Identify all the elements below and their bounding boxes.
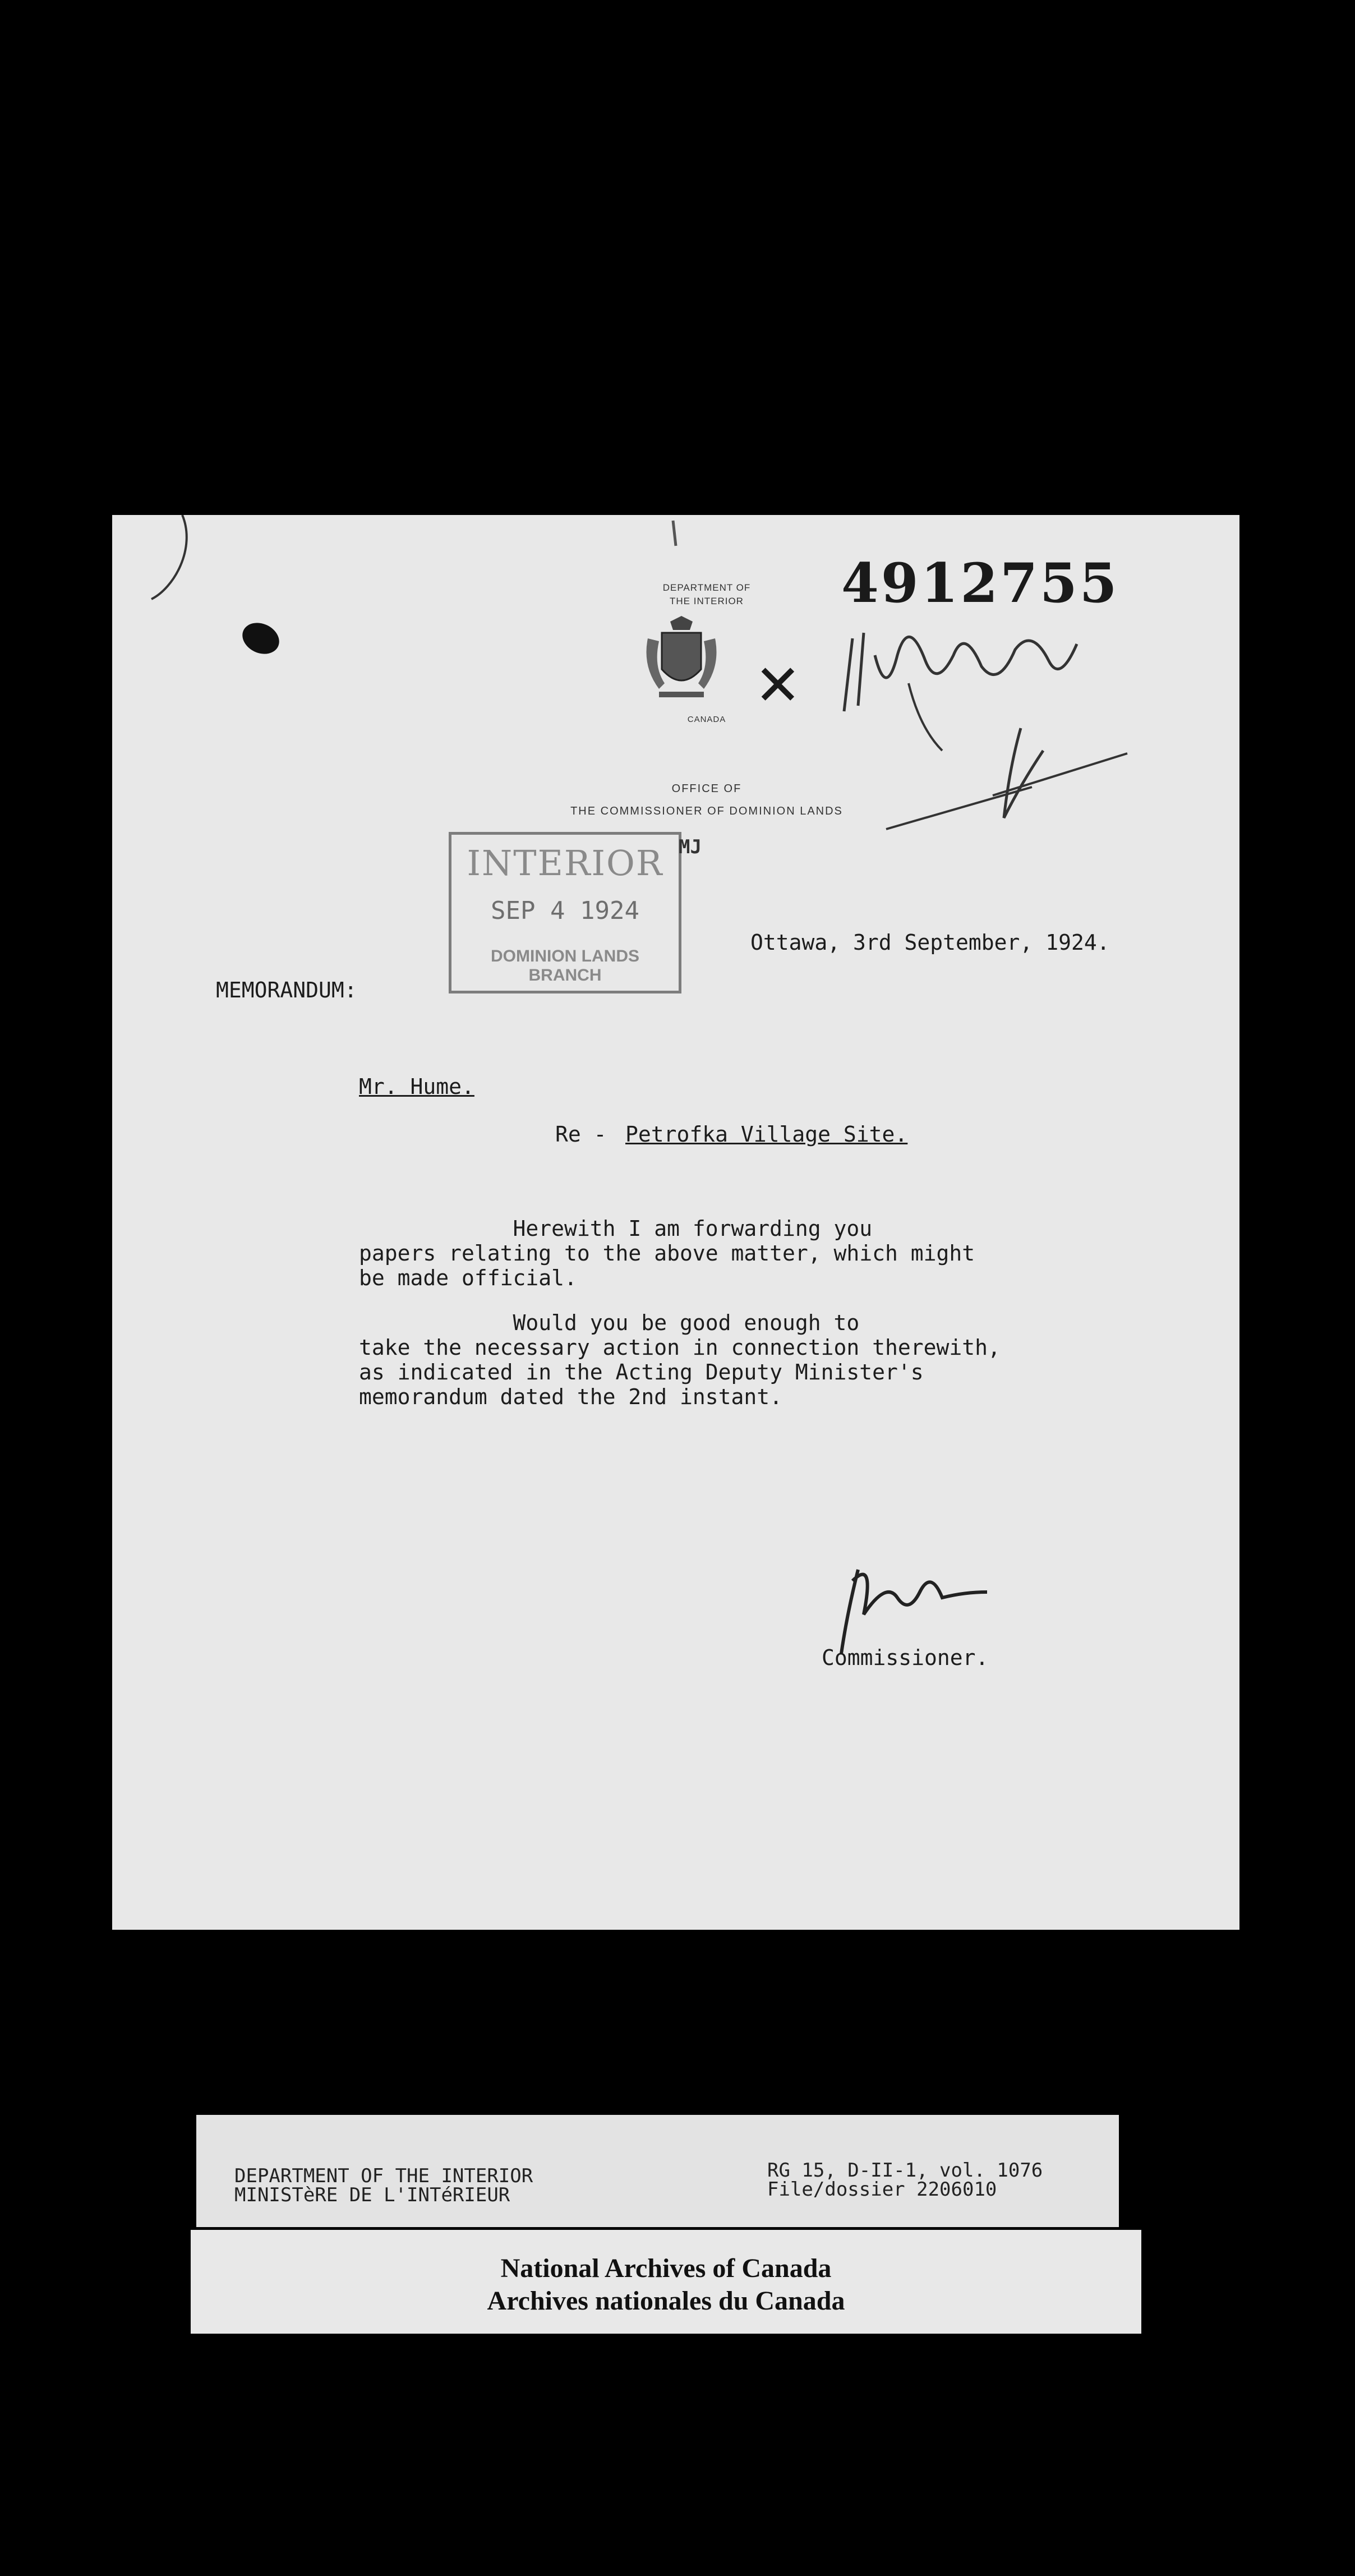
archive-department [234, 2166, 533, 2205]
stamp-branch-line2: BRANCH [528, 966, 602, 985]
memo-date: Ottawa, 3rd September, 1924. [750, 930, 1110, 955]
archive-department-en: DEPARTMENT OF THE INTERIOR [234, 2165, 533, 2187]
archives-banner [191, 2230, 1141, 2334]
commissioner-signature [112, 515, 1239, 1930]
archive-file-number: File/dossier 2206010 [767, 2178, 997, 2201]
memo-label: MEMORANDUM: [216, 978, 357, 1002]
memo-paragraph-2: Would you be good enough to take the necessary action in connection therewith, as indicated in the Acting Deputy Minister's memorandum dated the 2nd instant. [359, 1310, 1001, 1409]
signature-title: Commissioner. [822, 1645, 989, 1670]
memo-recipient: Mr. Hume. [359, 1074, 474, 1099]
letterhead-department-line1: DEPARTMENT OF [662, 582, 751, 593]
memo-paragraph-1: Herewith I am forwarding you papers relating to the above matter, which might be made official. [359, 1216, 975, 1290]
file-number: 4912755 [841, 551, 1119, 615]
archives-banner-en: National Archives of Canada [500, 2253, 832, 2283]
archive-department-fr: MINISTèRE DE L'INTéRIEUR [234, 2184, 510, 2206]
stamp-branch-line1: DOMINION LANDS [491, 947, 639, 965]
letterhead-office-line2: THE COMMISSIONER OF DOMINION LANDS [570, 805, 843, 817]
memo-subject: Petrofka Village Site. [625, 1122, 908, 1147]
archives-banner-fr: Archives nationales du Canada [487, 2286, 845, 2316]
letterhead-office-line1: OFFICE OF [671, 783, 742, 795]
archive-record-group: RG 15, D-II-1, vol. 1076 [767, 2159, 1043, 2182]
stamp-date: SEP 4 1924 [491, 896, 639, 925]
archive-reference-label [196, 2115, 1119, 2227]
memo-re-label: Re - [555, 1122, 607, 1147]
letterhead-country: CANADA [687, 715, 726, 724]
initials: MJ [679, 836, 702, 858]
x-mark-icon: ✕ [754, 654, 801, 717]
letterhead-department-line2: THE INTERIOR [670, 596, 744, 606]
archive-file-reference [767, 2161, 1043, 2199]
stamp-title: INTERIOR [467, 843, 663, 884]
document-page [112, 515, 1239, 1930]
